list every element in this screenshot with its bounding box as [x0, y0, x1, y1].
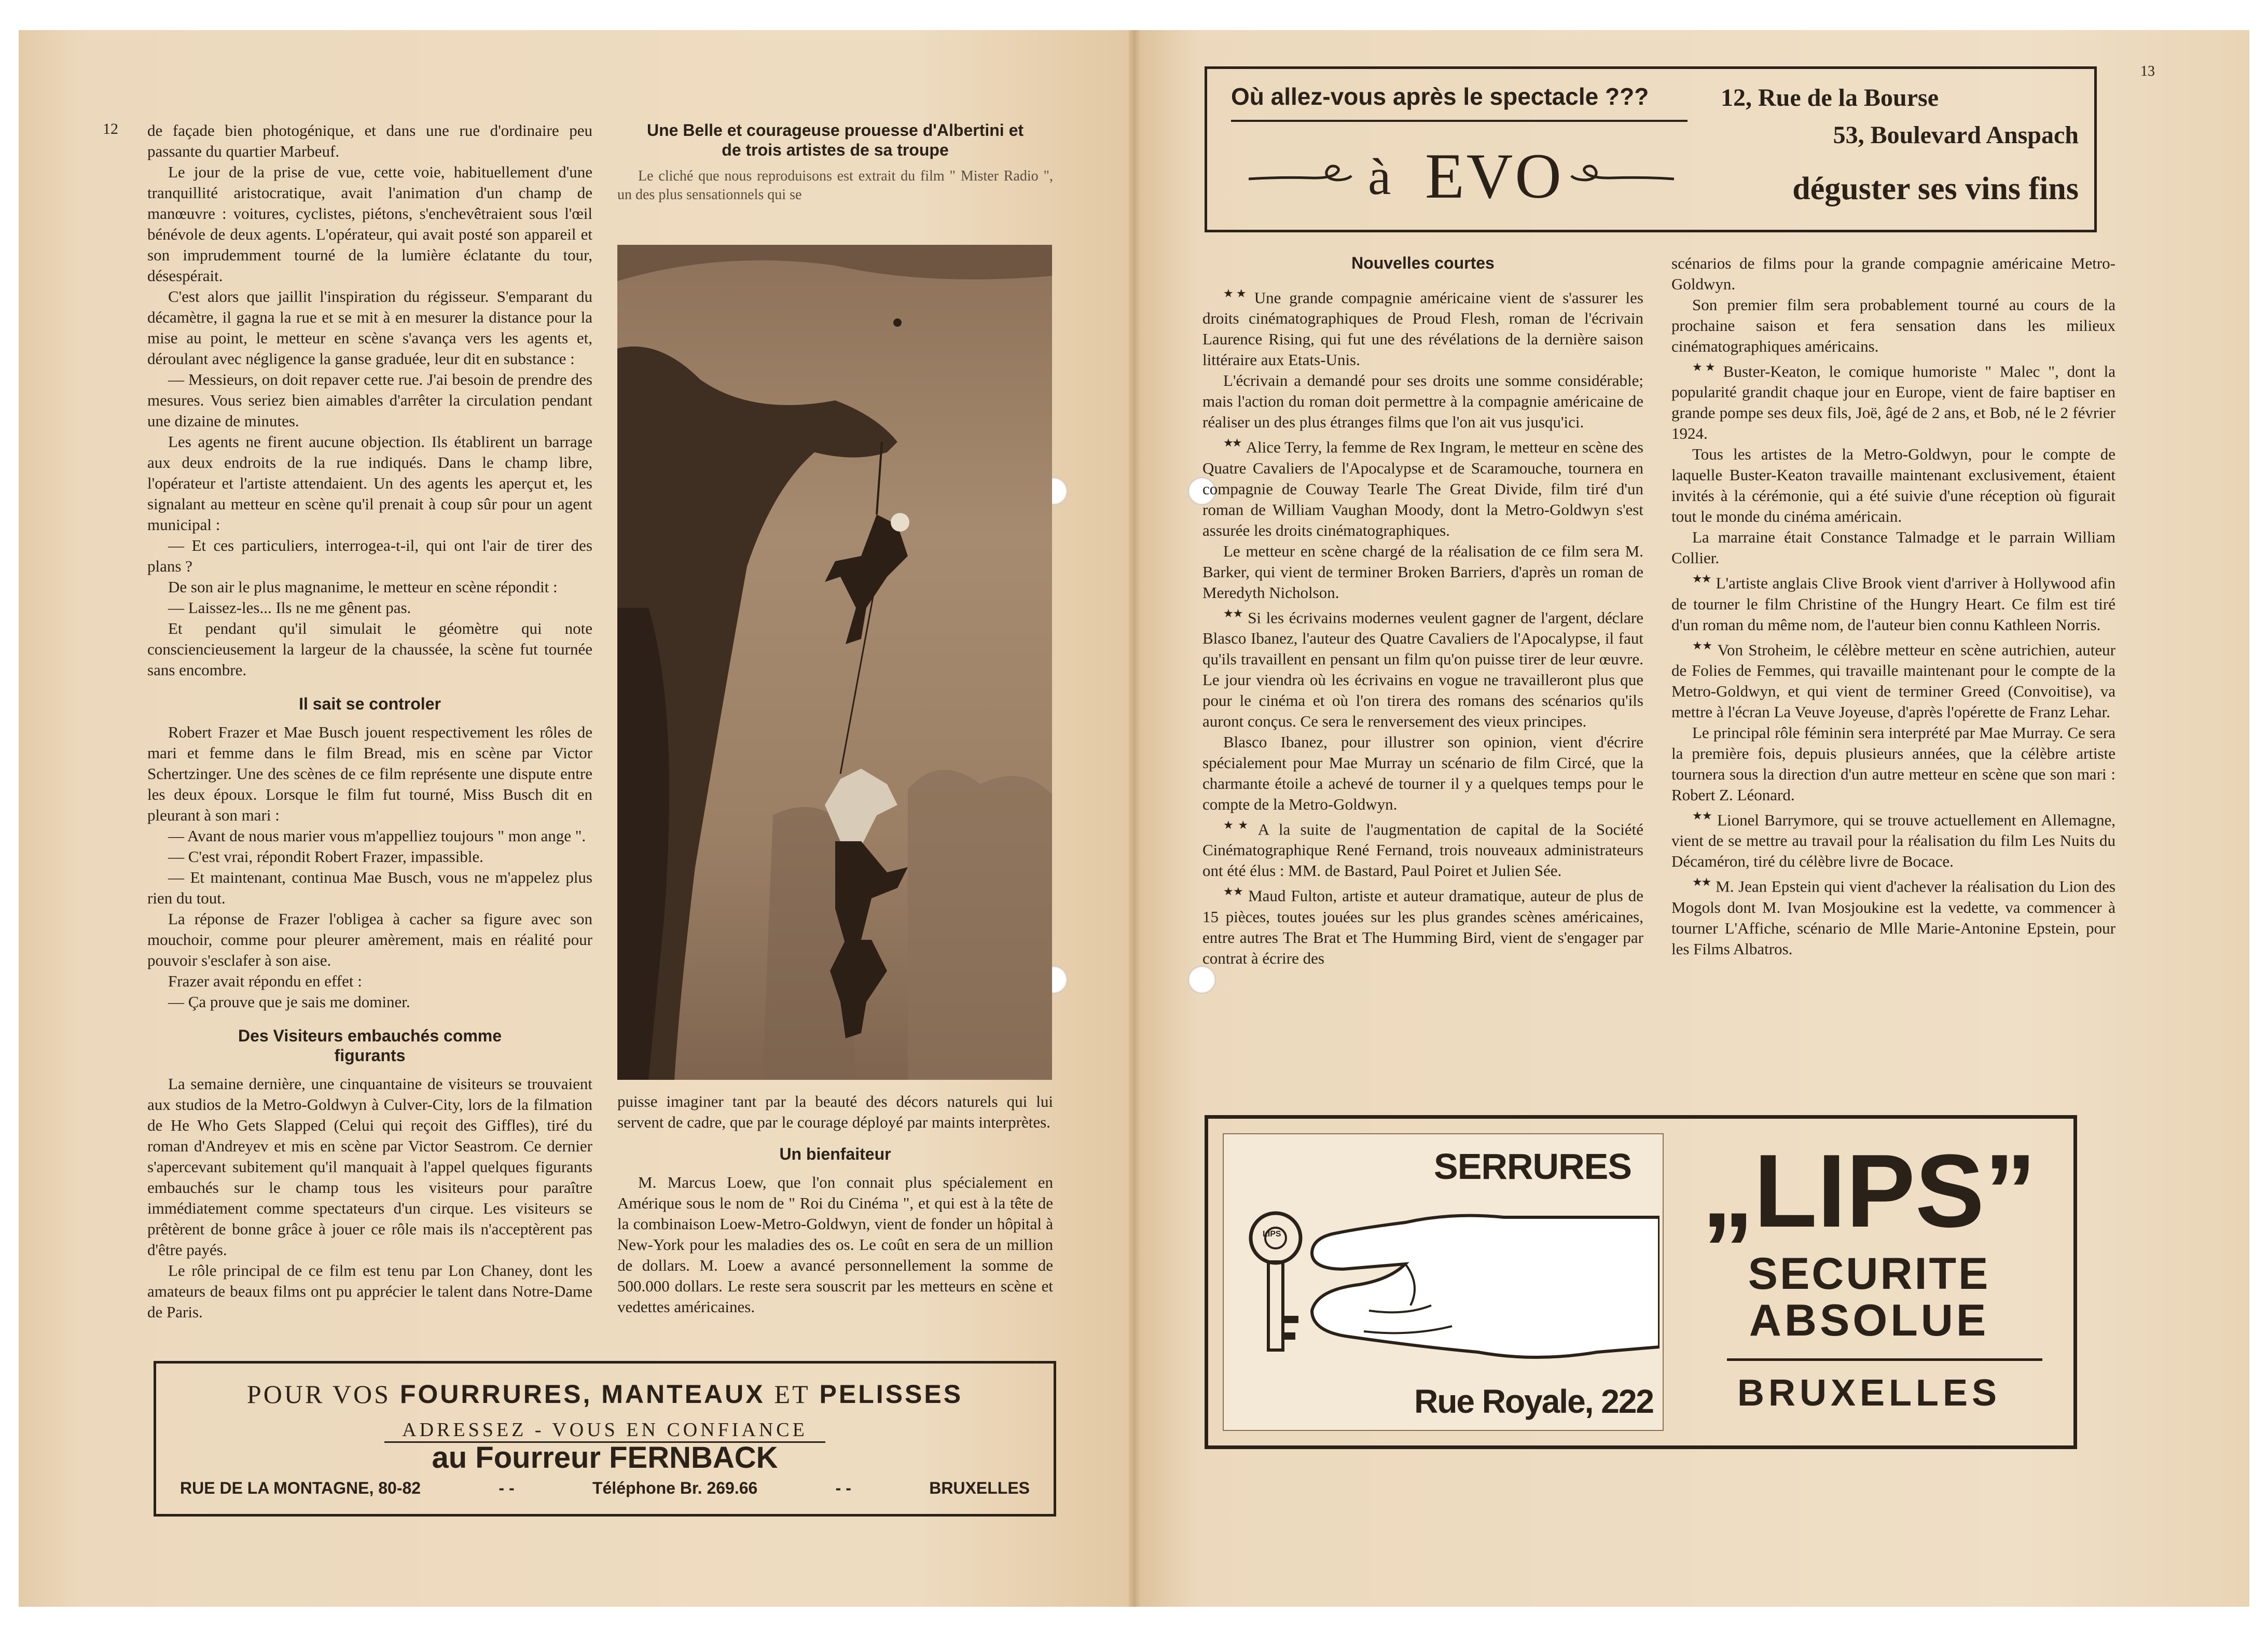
paragraph: [1202, 283, 1643, 370]
key-label: LIPS: [1263, 1230, 1281, 1239]
paragraph: [147, 618, 592, 680]
page-number: 12: [103, 120, 118, 137]
paragraph-text: La semaine dernière, une cinquantaine de visiteurs se trouvaient aux studios de la Metro-Goldwyn à Culver-City, lors de la filmation de He Who Gets Slapped (Celui qui reçoit des Giffles), tiré du roman d'Andreyev et mis en scène par Victor Seastrom. Ce dernier s'apercevant subitement qu'il manquait à l'appel quelques figurants embauchés sur le champ tous les visiteurs pour paraître immédiatement comme spectateurs d'un cirque. Les visiteurs se prêtèrent de bonne grâce à jouer ce rôle mais ils n'acceptèrent pas d'être payés.: [147, 1075, 592, 1259]
paragraph-text: — Laissez-les... Ils ne me gênent pas.: [168, 599, 411, 617]
ad-address-2: 53, Boulevard Anspach: [1833, 121, 2079, 149]
star-ornament-icon: ★★: [1223, 606, 1243, 620]
paragraph-text: — Ça prouve que je sais me dominer.: [168, 993, 410, 1011]
paragraph-text: — Avant de nous marier vous m'appelliez toujours " mon ange ".: [168, 827, 586, 845]
paragraph-text: La marraine était Constance Talmadge et le parrain William Collier.: [1671, 528, 2115, 567]
paragraph: [147, 162, 592, 286]
paragraph-text: — Messieurs, on doit repaver cette rue. J'ai besoin de prendre des mesures. Vous seriez bien aimables d'arrêter la circulation pendant une dizaine de minutes.: [147, 370, 592, 430]
paragraph: [147, 1074, 592, 1260]
paragraph: [1671, 295, 2115, 357]
star-ornament-icon: ★★: [1692, 875, 1711, 889]
paragraph-text: L'artiste anglais Clive Brook vient d'arriver à Hollywood afin de tourner le film Christine of the Hungry Heart. Ce film est tiré d'un roman du même nom, de l'auteur bien connu Kathleen Norris.: [1671, 574, 2115, 634]
paragraph: [1671, 872, 2115, 959]
ad-phone: Téléphone Br. 269.66: [592, 1479, 758, 1497]
flourish-right-icon: [1570, 161, 1674, 192]
paragraph-text: Lionel Barrymore, qui se trouve actuellement en Allemagne, vient de se mettre au travail pour la réalisation du film Les Nuits du Décaméron, tiré du célèbre livre de Bocace.: [1671, 811, 2115, 871]
paragraph-text: Et pendant qu'il simulait le géomètre qui note consciencieusement la largeur de la chaussée, la scène fut tournée sans encombre.: [147, 619, 592, 679]
paragraph-text: Le jour de la prise de vue, cette voie, habituellement d'une tranquillité aristocratique, avait l'animation d'un champ de manœuvre : voitures, cyclistes, piétons, s'enchevêtraient sous l'œil bénévole de deux agents. L'opérateur, qui avait posté son appareil et son imprudemment tourné de la lumière éclatante du tour, désespérait.: [147, 163, 592, 285]
ad-line-1: SECURITE: [1748, 1249, 1990, 1299]
paragraph: [1202, 433, 1643, 540]
section-heading: Des Visiteurs embauchés comme figurants: [238, 1026, 502, 1065]
paragraph: [147, 577, 592, 597]
ad-rule: [1231, 120, 1688, 122]
paragraph: [147, 120, 592, 162]
ad-separator: - -: [835, 1479, 851, 1497]
ad-brand: „LIPS”: [1702, 1133, 2037, 1249]
paragraph-text: — Et ces particuliers, interrogea-t-il, qui ont l'air de tirer des plans ?: [147, 536, 592, 575]
ad-text: POUR VOS: [246, 1380, 391, 1409]
star-ornament-icon: ★★: [1223, 885, 1243, 898]
paragraph-text: Tous les artistes de la Metro-Goldwyn, pour le compte de laquelle Buster-Keaton travaille maintenant exclusivement, étaient invités à la cérémonie, qui a été suivie d'une réception où figurait tout le monde du cinéma américain.: [1671, 445, 2115, 526]
paragraph: [1671, 568, 2115, 635]
paragraph-text: C'est alors que jaillit l'inspiration du régisseur. S'emparant du décamètre, il gagna la rue et se mit à en mesurer la distance pour la mise au point, le metteur en scène s'avança vers les agents et, déroulant avec négligence la ganse graduée, leur dit en substance :: [147, 287, 592, 368]
ad-address-1: 12, Rue de la Bourse: [1721, 84, 1939, 112]
ad-text: FOURRURES, MANTEAUX: [399, 1380, 765, 1409]
paragraph-text: L'écrivain a demandé pour ses droits une somme considérable; mais l'action du roman doit permettre à la compagnie américaine de réaliser un des plus étranges films que l'on ait vus jusqu'ici.: [1202, 371, 1643, 432]
ad-a: à: [1368, 148, 1391, 205]
left-column-1: [147, 120, 592, 1323]
binding-gutter: [1129, 30, 1140, 1607]
paragraph-text: Une grande compagnie américaine vient de s'assurer les droits cinématographiques de Proud Flesh, roman de l'écrivain Laurence Rising, qui fut une des révélations de la dernière saison littéraire aux Etats-Unis.: [1202, 288, 1643, 369]
paragraph: [1202, 370, 1643, 433]
paragraph-text: A la suite de l'augmentation de capital de la Société Cinématographique René Fernand, trois nouveaux administrateurs ont été élus : MM. de Bastard, Paul Poiret et Julien Sée.: [1202, 820, 1643, 880]
section-heading: Il sait se controler: [299, 694, 441, 713]
ad-line-1: [156, 1379, 1054, 1409]
ad-slogan: déguster ses vins fins: [1792, 171, 2079, 206]
paragraph: [1202, 881, 1643, 968]
flourish-left-icon: [1249, 161, 1352, 192]
section-body: [147, 1074, 592, 1323]
ad-separator: - -: [499, 1479, 515, 1497]
paragraph-text: Le principal rôle féminin sera interprété par Mae Murray. Ce sera la première fois, depuis plusieurs années, que la célèbre artiste tournera sous la direction d'un autre metteur en scène que son mari : Robert Z. Léonard.: [1671, 723, 2115, 804]
ad-rule: [1727, 1358, 2042, 1361]
paragraph: [1202, 815, 1643, 881]
left-column-2-continued: [617, 1091, 1053, 1317]
fernback-advertisement: [154, 1361, 1056, 1517]
star-ornament-icon: ★★: [1692, 360, 1718, 373]
evo-advertisement: [1205, 66, 2097, 232]
ad-serrures: SERRURES: [1434, 1146, 1631, 1187]
paragraph: [147, 722, 592, 826]
paragraph: [147, 992, 592, 1012]
paragraph: [147, 867, 592, 909]
ad-street: Rue Royale, 222: [1414, 1383, 1653, 1420]
paragraph-text: scénarios de films pour la grande compagnie américaine Metro-Goldwyn.: [1671, 254, 2115, 293]
ad-footer: [180, 1479, 1030, 1498]
paragraph-text: Si les écrivains modernes veulent gagner de l'argent, déclare Blasco Ibanez, l'auteur des Quatre Cavaliers de l'Apocalypse, il faut qu'ils travaillent en pensant un film qu'on puisse tirer de leur œuvre. Le jour viendra où les écrivains en vogue ne travailleront plus que pour le cinéma et où l'on tirera des romans des scénarios qu'ils auront conçus. Ce sera le renversement des vieux principes.: [1202, 608, 1643, 730]
paragraph-text: M. Jean Epstein qui vient d'achever la réalisation du Lion des Mogols dont M. Ivan Mosjoukine est la vedette, va commencer à tourner L'Affiche, scénario de Mlle Marie-Antonine Epstein, pour les Films Albatros.: [1671, 877, 2115, 958]
paragraph-text: La réponse de Frazer l'obligea à cacher sa figure avec son mouchoir, comme pour pleurer amèrement, mais en réalité pour pouvoir s'esclafer à son aise.: [147, 910, 592, 969]
ad-address: RUE DE LA MONTAGNE, 80-82: [180, 1479, 421, 1497]
paragraph-text: Alice Terry, la femme de Rex Ingram, le metteur en scène des Quatre Cavaliers de l'Apocalypse et de Scaramouche, tournera en compagnie de Couway Tearle The Great Divide, film tiré d'un roman de William Vaughan Moody, dont la Metro-Goldwyn s'est assurée les droits cinématographiques.: [1202, 438, 1643, 539]
ad-rule: [384, 1441, 825, 1443]
paragraph-text: Blasco Ibanez, pour illustrer son opinion, vient d'écrire spécialement pour Mae Murray un scénario de film Circé, que la charmante étoile a achevé de tourner il y a quelques temps pour le compte de la Metro-Goldwyn.: [1202, 732, 1643, 813]
star-ornament-icon: ★★: [1692, 809, 1712, 822]
news-items: [1202, 283, 1643, 969]
paragraph: [147, 432, 592, 535]
paragraph-text: Robert Frazer et Mae Busch jouent respectivement les rôles de mari et femme dans le film Bread, mis en scène par Victor Schertzinger. Une des scènes de ce film représente une dispute entre les deux époux. Lorsque le film fut tourné, Miss Busch dit en pleurant à son mari :: [147, 723, 592, 824]
ad-city: BRUXELLES: [929, 1479, 1030, 1497]
paragraph: [1671, 527, 2115, 568]
right-column-2: [1671, 253, 2115, 959]
paragraph: [147, 826, 592, 846]
star-ornament-icon: ★★: [1223, 436, 1241, 450]
punch-hole: [1188, 966, 1216, 994]
lips-advertisement: [1205, 1115, 2077, 1449]
paragraph-text: — C'est vrai, répondit Robert Frazer, impassible.: [168, 847, 483, 866]
ad-line-3: au Fourreur FERNBACK: [432, 1441, 778, 1475]
hand-holding-key-icon: [1234, 1197, 1659, 1368]
paragraph: [1671, 253, 2115, 295]
paragraph: [1671, 357, 2115, 444]
star-ornament-icon: ★★: [1223, 287, 1249, 300]
paragraph-text: Buster-Keaton, le comique humoriste " Malec ", dont la popularité grandit chaque jour en Europe, vient de faire baptiser en grande pompe ses deux fils, Joë, âgé de 2 ans, et Bob, né le 2 février 1924.: [1671, 362, 2115, 443]
paragraph: [147, 597, 592, 618]
paragraph-text: de façade bien photogénique, et dans une rue d'ordinaire peu passante du quartier Marbeuf.: [147, 121, 592, 160]
paragraph: [147, 1260, 592, 1323]
paragraph: [1671, 722, 2115, 805]
paragraph-text: Le rôle principal de ce film est tenu par Lon Chaney, dont les amateurs de beaux films ont pu apprécier le talent dans Notre-Dame de Paris.: [147, 1261, 592, 1321]
paragraph: [1202, 541, 1643, 603]
paragraph: [1671, 635, 2115, 722]
paragraph: M. Marcus Loew, que l'on connait plus spécialement en Amérique sous le nom de " Roi du Cinéma ", et qui est à la tête de la combinaison Loew-Metro-Goldwyn, vient de fonder un hôpital à New-York pour les maladies des os. Le coût en sera de un million de dollars. M. Loew a avancé personnellement la somme de 500.000 dollars. Le reste sera souscrit par les metteurs en scène et vedettes américaines.: [617, 1173, 1053, 1316]
paragraph: [1671, 444, 2115, 527]
star-ornament-icon: ★★: [1692, 638, 1712, 652]
paragraph-text: Maud Fulton, artiste et auteur dramatique, auteur de plus de 15 pièces, toutes jouées sur les plus grandes scènes américaines, entre autres The Brat et The Humming Bird, vient de s'engager par contrat à écrire des: [1202, 886, 1643, 967]
paragraph: [147, 846, 592, 867]
paragraph: [147, 971, 592, 992]
paragraph-text: De son air le plus magnanime, le metteur en scène répondit :: [168, 578, 558, 596]
section-body: [147, 722, 592, 1012]
photo-intro: Le cliché que nous reproduisons est extrait du film " Mister Radio ", un des plus sensationnels qui se: [617, 168, 1053, 203]
serrures-panel: [1223, 1133, 1664, 1431]
paragraph: puisse imaginer tant par la beauté des décors naturels qui lui servent de cadre, que par le courage déployé par maints interprètes.: [617, 1092, 1053, 1131]
ad-text: ET: [774, 1380, 810, 1409]
paragraph: [147, 535, 592, 577]
ad-line-2: ADRESSEZ - VOUS EN CONFIANCE: [402, 1419, 808, 1441]
paragraph-text: — Et maintenant, continua Mae Busch, vous ne m'appelez plus rien du tout.: [147, 868, 592, 907]
paragraph: [1202, 732, 1643, 815]
paragraph: [147, 909, 592, 971]
paragraph: [1202, 603, 1643, 732]
paragraph-text: Frazer avait répondu en effet :: [168, 972, 362, 990]
article-heading: Une Belle et courageuse prouesse d'Albertini et de trois artistes de sa troupe: [646, 121, 1024, 159]
star-ornament-icon: ★★: [1692, 572, 1711, 586]
paragraph: [147, 369, 592, 432]
intro-section: [147, 120, 592, 680]
news-items: [1671, 253, 2115, 959]
paragraph-text: Le metteur en scène chargé de la réalisation de ce film sera M. Barker, qui vient de terminer Broken Barriers, d'après un roman de Meredyth Nicholson.: [1202, 541, 1643, 602]
paragraph-text: Von Stroheim, le célèbre metteur en scène autrichien, auteur de Folies de Femmes, qui travaille maintenant pour le compte de la Metro-Goldwyn, et qui vient de terminer Greed (Convoitise), va mettre à l'écran La Veuve Joyeuse, d'après l'opérette de Franz Lehar.: [1671, 640, 2115, 721]
ad-line-2: ABSOLUE: [1749, 1296, 1989, 1345]
star-ornament-icon: ★★: [1223, 818, 1253, 831]
climbing-stunt-photo: [617, 245, 1052, 1080]
ad-question: Où allez-vous après le spectacle ???: [1231, 83, 1649, 110]
page-number: 13: [2140, 63, 2155, 79]
paragraph: [147, 286, 592, 369]
ad-text: PELISSES: [819, 1380, 963, 1409]
section-heading: Un bienfaiteur: [779, 1145, 891, 1163]
right-column-1: [1202, 253, 1643, 969]
paragraph-text: Son premier film sera probablement tourné au cours de la prochaine saison et fera sensation dans les milieux cinématographiques américains.: [1671, 296, 2115, 355]
ad-city: BRUXELLES: [1737, 1372, 2001, 1414]
left-column-2: [617, 120, 1053, 204]
ad-evo-name: EVO: [1425, 141, 1564, 212]
section-heading: Nouvelles courtes: [1351, 254, 1495, 272]
paragraph-text: Les agents ne firent aucune objection. Ils établirent un barrage aux deux endroits de la rue indiqués. Dans le champ libre, l'opérateur et l'artiste attendaient. Un des agents les aperçut et, les signalant au metteur en scène qu'il prenait à coup sûr pour un agent municipal :: [147, 433, 592, 534]
paragraph: [1671, 805, 2115, 872]
